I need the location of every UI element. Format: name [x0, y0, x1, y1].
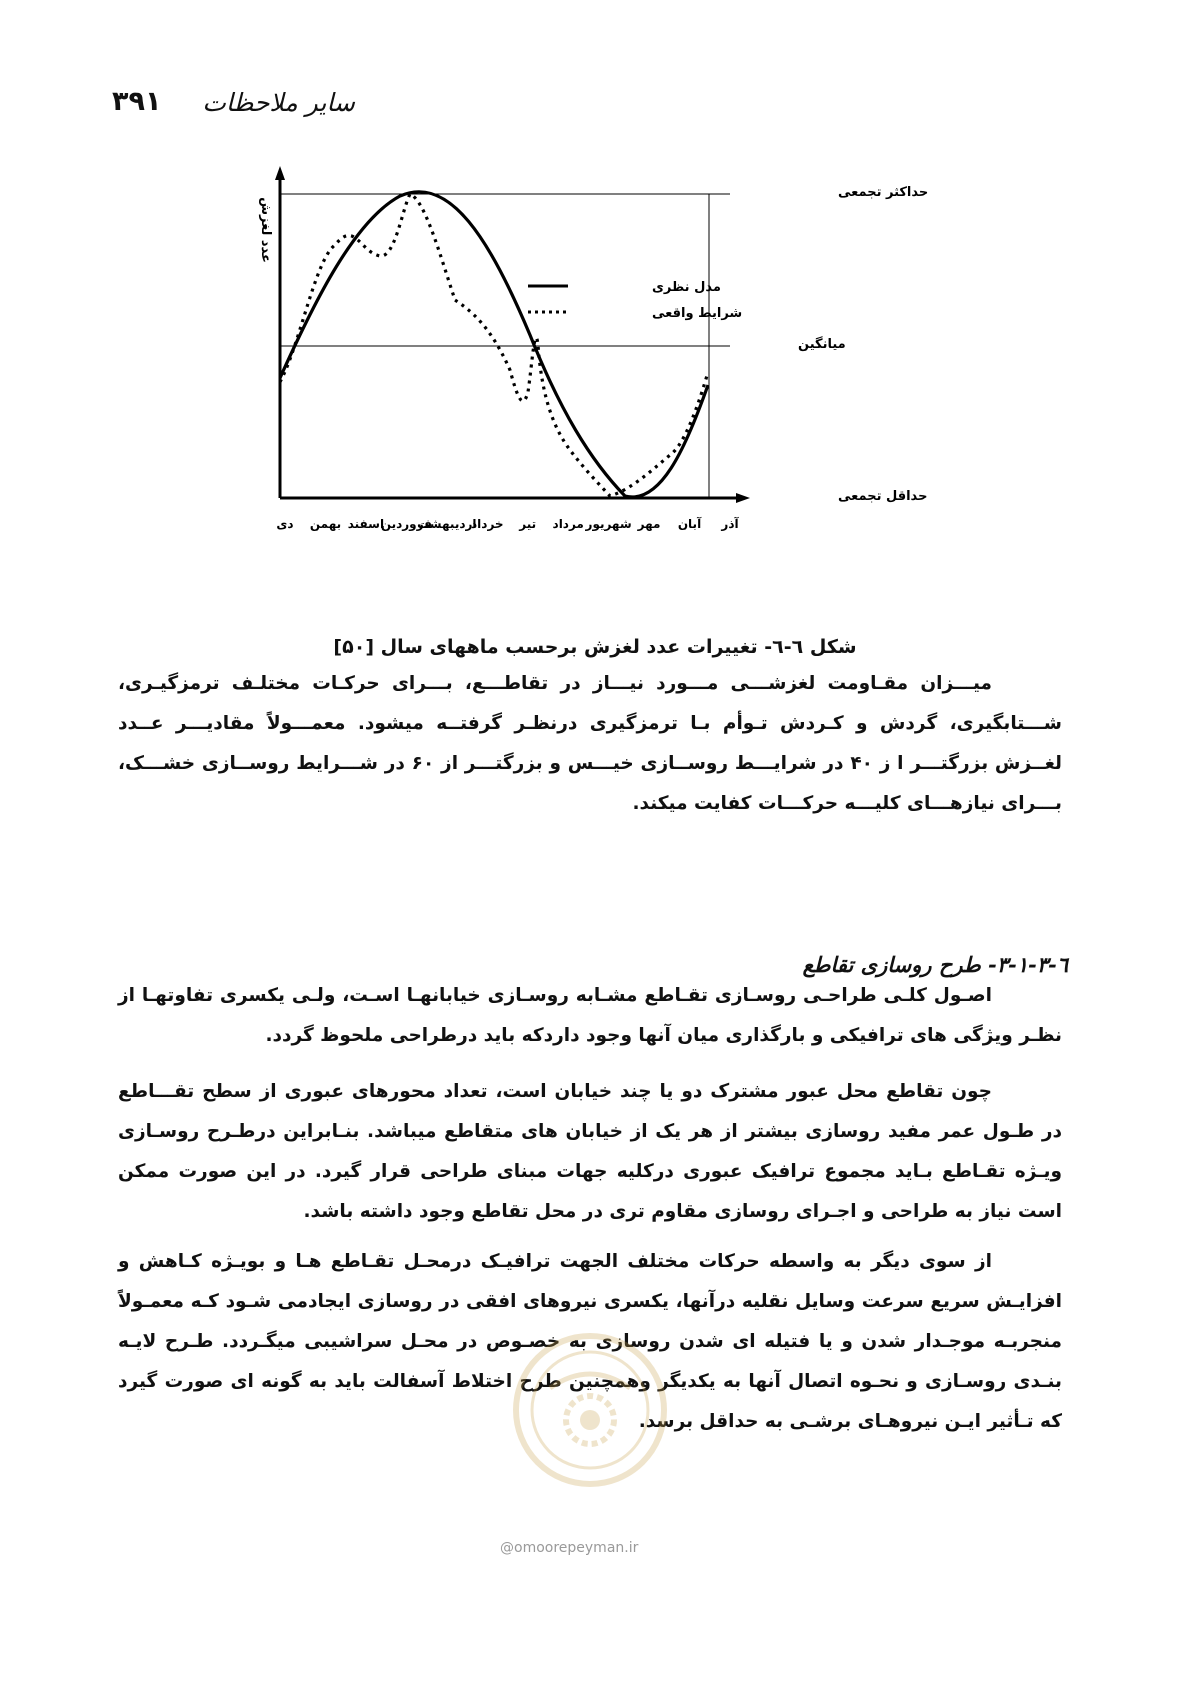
paragraph-4-text: از سوی دیگر به واسطه حرکات مختلف الجهت ترافیـک درمحـل تقـاطع هـا و بویـژه کـاهش و افزایـش سریع سرعت وسایل نقلیه درآنها، یکسری نیروهای افقی در روسازی ایجادمی شـود کـه معمـولاً منجربـه موجـدار شدن و یا فتیله ای شدن روسازی به خصـوص در محـل سراشیبی میگـردد. طـرح لایـه بنـدی روسـازی و نحـوه اتصال آنها به یکدیگر وهمچنین طرح اختلاط آسفالت باید به گونه ای صورت گیرد که تـأثیر ایـن نیروهـای برشـی به حداقل برسد. — [118, 1251, 1062, 1432]
x-axis-arrow — [736, 493, 750, 503]
x-tick-label: تیر — [519, 517, 537, 531]
x-tick-labels — [276, 516, 739, 532]
legend-actual-label: شرایط واقعی — [652, 306, 743, 321]
x-tick-label: آذر — [721, 517, 739, 531]
watermark-url: @omoorepeyman.ir — [500, 1540, 639, 1556]
x-tick-label: آبان — [677, 517, 702, 531]
slip-number-chart — [240, 160, 940, 600]
x-tick-label: فروردین — [380, 517, 432, 531]
x-tick-label: مهر — [637, 517, 661, 531]
page-number: ۳۹۱ — [112, 86, 162, 117]
min-level-label: حداقل تجمعی — [838, 489, 928, 504]
x-tick-label: دی — [276, 517, 294, 531]
y-axis-arrow — [275, 166, 285, 180]
section-heading: ٦-٣-١-٣- طرح روسازی تقاطع — [802, 952, 1068, 977]
paragraph-1-text: میـــزان مقـاومت لغزشـــی مـــورد نیـــاز در تقاطـــع، بـــرای حرکـات مختلـف ترمزگیـری، شـــتابگیری، گردش و کـردش تـوأم بـا ترمزگیری درنظـر گرفتــه میشود. معمـــولاً مقادیـــر عــدد لغــزش بزرگتـــر ا ز ۴۰ در شرایـــط روســازی خیـــس و بزرگتـــر از ۶۰ در شـــرایط روســازی خشـــک، بـــرای نیازهـــای کلیـــه حرکـــات کفایت میکند. — [118, 673, 1062, 814]
y-axis-label: عدد لغزش — [258, 197, 273, 263]
paragraph-3 — [118, 1072, 1062, 1232]
x-tick-label: مرداد — [552, 517, 584, 531]
x-tick-label: شهریور — [585, 517, 632, 531]
running-header-title: سایر ملاحظات — [202, 88, 355, 117]
watermark-seal — [510, 1330, 670, 1490]
paragraph-2 — [118, 976, 1062, 1056]
x-tick-label: بهمن — [309, 517, 342, 531]
x-tick-label: اردیبهشت — [417, 517, 477, 531]
actual-curve — [280, 194, 708, 496]
paragraph-3-text: چون تقاطع محل عبور مشترک دو یا چند خیابان است، تعداد محورهای عبوری از سطح تقـــاطع در طـول عمر مفید روسازی بیشتر از هر یک از خیابان های متقاطع میباشد. بنـابراین درطـرح روسـازی ویـژه تقـاطع بـاید مجموع ترافیک عبوری درکلیه جهات مبنای طراحی قرار گیرد. در این صورت ممکن است نیاز به طراحی و اجـرای روسازی مقاوم تری در محل تقاطع وجود داشته باشد. — [118, 1081, 1062, 1222]
max-level-label: حداکثر تجمعی — [838, 185, 929, 200]
x-tick-label: اسفند — [347, 517, 385, 531]
x-tick-label: خرداد — [471, 517, 504, 531]
paragraph-2-text: اصـول کلـی طراحـی روسـازی تقـاطع مشـابه روسـازی خیابانهـا اسـت، ولـی یکسری تفاوتهـا از نظـر ویژگی های ترافیکی و بارگذاری میان آنها وجود داردکه باید درطراحی ملحوظ گردد. — [118, 985, 1062, 1046]
legend-theoretical-label: مدل نظری — [652, 280, 721, 295]
paragraph-1 — [118, 664, 1062, 824]
mean-level-label: میانگین — [798, 337, 846, 352]
figure-caption: شکل ٦-٦- تغییرات عدد لغزش برحسب ماههای سال [۵۰] — [333, 636, 857, 658]
